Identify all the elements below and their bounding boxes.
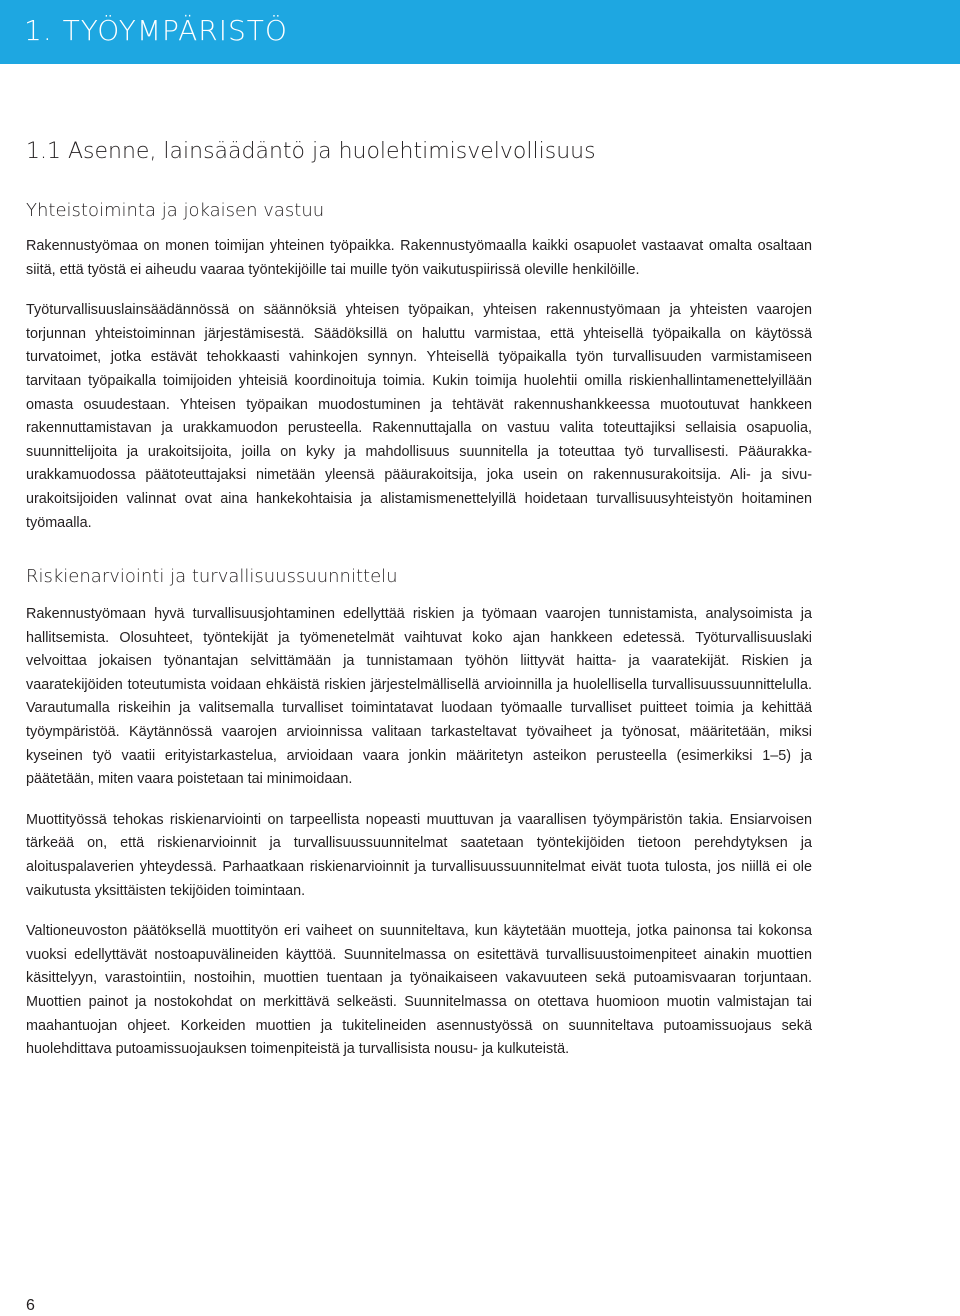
chapter-title: 1. TYÖYMPÄRISTÖ <box>24 14 288 47</box>
paragraph: Rakennustyömaa on monen toimijan yhteinen työpaikka. Rakennustyömaalla kaikki osapuolet vastaavat omalta osaltaan siitä, että työstä ei aiheudu vaaraa työntekijöille tai muille työn vaikutuspiirissä oleville henkilöille. <box>26 238 812 278</box>
page-number: 6 <box>26 1297 35 1314</box>
section-title: 1.1 Asenne, lainsäädäntö ja huolehtimisvelvollisuus <box>26 139 596 164</box>
subsection-title-cooperation: Yhteistoiminta ja jokaisen vastuu <box>26 200 325 221</box>
paragraph: Työturvallisuuslainsäädännössä on säännöksiä yhteisen työpaikan, yhteisen rakennustyömaan ja yhteisten vaarojen torjunnan yhteistoiminnan järjestämisestä. Säädöksillä on haluttu varmistaa, että yhteisellä työpaikalla on käytössä turvatoimet, jotka estävät tehokkaasti vahinkojen synnyn. Yhteisellä työpaikalla työn turvallisuuden varmistamiseen tarvitaan työpaikalla toimijoiden yhteisiä koordinoituja toimia. Kukin toimija huolehtii omilla riskienhallintamenettelyillään omasta osuudestaan. Yhteisen työpaikan muodostuminen ja tehtävät rakennushankkeessa muotoutuvat hankkeen rakennuttamistavan ja urakkamuodon perusteella. Rakennuttajalla on vastuu valita toteuttajiksi sellaisia osapuolia, suunnittelijoita ja urakoitsijoita, joilla on kyky ja mahdollisuus suunnitella ja toteuttaa työ turvallisesti. Pääurakka-urakkamuodossa päätoteuttajaksi nimetään yleensä pääurakoitsija, joka usein on rakennusurakoitsija. Ali- ja sivu-urakoitsijoiden valinnat ovat aina hankekohtaisia ja alistamismenettelyillä hoidetaan turvallisuusyhteistyön hoitaminen työmaalla. <box>26 302 812 531</box>
paragraph: Rakennustyömaan hyvä turvallisuusjohtaminen edellyttää riskien ja työmaan vaarojen tunnistamista, analysoimista ja hallitsemista. Olosuhteet, työntekijät ja työmenetelmät vaihtuvat koko ajan hankkeen edetessä. Työturvallisuuslaki velvoittaa jokaisen työnantajan selvittämään ja tunnistamaan työhön liittyvät haitta- ja vaaratekijät. Riskien ja vaaratekijöiden toteutumista voidaan ehkäistä riskien järjestelmällisellä arvioinnilla ja huolellisella turvallisuussuunnittelulla. Varautumalla riskeihin ja valitsemalla turvalliset toimintatavat luodaan työmaalle turvalliset puitteet toimia ja kehittää työympäristöä. Käytännössä vaarojen arvioinnissa valitaan tarkasteltavat työvaiheet ja työnosat, määritetään, miksi kyseinen työ vaatii erityistarkastelua, arvioidaan vaara jonkin määritetyn asteikon perusteella (esimerkiksi 1–5) ja päätetään, miten vaara poistetaan tai minimoidaan. <box>26 606 812 788</box>
subsection-title-risk-assessment: Riskienarviointi ja turvallisuussuunnittelu <box>26 566 398 587</box>
subsection-body-cooperation <box>26 235 812 535</box>
chapter-header-bar <box>0 0 960 64</box>
paragraph: Muottityössä tehokas riskienarviointi on tarpeellista nopeasti muuttuvan ja vaarallisen työympäristön takia. Ensiarvoisen tärkeää on, että riskienarvioinnit ja turvallisuussuunnitelmat saatetaan työntekijöiden tietoon perehdytyksen ja aloituspalaverien yhteydessä. Parhaatkaan riskienarvioinnit ja turvallisuussuunnitelmat eivät tuota tulosta, jos niillä ei ole vaikutusta yksittäisten tekijöiden toimintaan. <box>26 811 812 899</box>
subsection-body-risk-assessment <box>26 603 812 1062</box>
paragraph: Valtioneuvoston päätöksellä muottityön eri vaiheet on suunniteltava, kun käytetään muotteja, jotka painonsa tai kokonsa vuoksi edellyttävät nostoapuvälineiden käyttöä. Suunnitelmassa on esitettävä turvallisuustoimenpiteet ainakin muottien käsittelyyn, varastointiin, nostoihin, muottien tuentaan ja työnaikaiseen vakavuuteen sekä putoamisvaaran torjuntaan. Muottien painot ja nostokohdat on merkittävä selkeästi. Suunnitelmassa on otettava huomioon muotin valmistajan tai maahantuojan ohjeet. Korkeiden muottien ja tukitelineiden asennustyössä on suunniteltava putoamissuojaus sekä huolehdittava putoamissuojauksen toimenpiteistä ja turvallisista nousu- ja kulkuteistä. <box>26 923 812 1058</box>
